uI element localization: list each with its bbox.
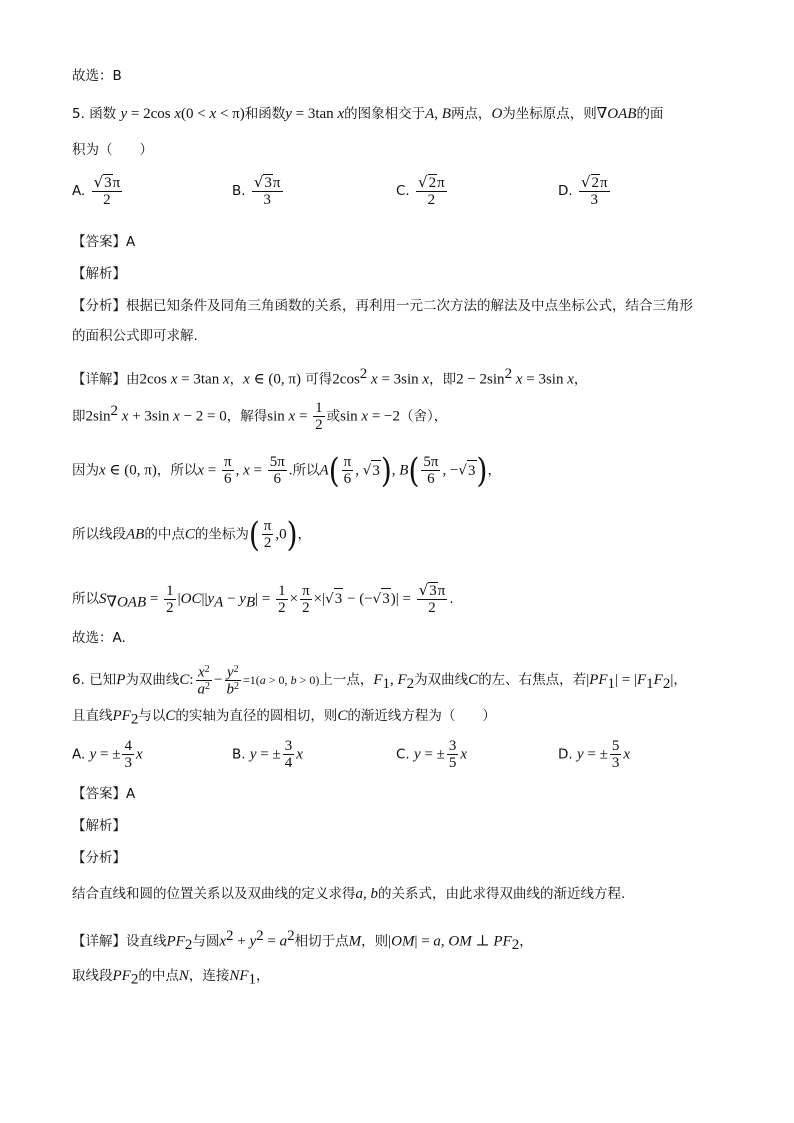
q5-option-c-value: $\frac{√2\pi}{2}$ — [418, 173, 445, 208]
q6-options — [72, 738, 722, 782]
q6-fenxi-line: 结合直线和圆的位置关系以及双曲线的定义求得a, b的关系式，由此求得双曲线的渐近线方程. — [72, 886, 626, 902]
q5-options — [72, 174, 722, 218]
q6-option-b[interactable]: B. y = ± $\frac{3}{4}$ x — [232, 738, 303, 771]
q5-stem-line-2: 积为（ ） — [72, 142, 153, 158]
q5-answer: 【答案】A — [72, 234, 136, 250]
q5-function-1: y — [120, 106, 128, 122]
q5-option-d-value: $\frac{√2\pi}{3}$ — [580, 173, 608, 208]
q5-analysis-heading: 【解析】 — [72, 266, 126, 282]
q5-detail-line-4: 所以线段AB的中点C的坐标为( $\frac{\pi}{2}$ ,0)， — [72, 514, 312, 554]
q5-option-c[interactable]: C. $\frac{√2\pi}{2}$ — [396, 173, 445, 208]
q5-option-b[interactable]: B. $\frac{√3\pi}{3}$ — [232, 173, 281, 208]
q6-fenxi-heading: 【分析】 — [72, 850, 126, 866]
q5-fenxi-line-1: 【分析】根据已知条件及同角三角函数的关系，再利用一元二次方法的解法及中点坐标公式，结合三角形 — [72, 298, 693, 314]
q5-detail-line-1: 【详解】由2cos x = 3tan x，x ∈ (0, π) 可得$2\cos^2$ x = 3sin x，即$2 - 2\sin^2$ x = 3sin x， — [72, 366, 588, 388]
q5-points: A, B — [425, 106, 451, 122]
q5-stem-line-1: 5. 函数 y = 2cos x(0 < x < π)和函数y = 3tan x的图象相交于A, B两点，O为坐标原点，则∇OAB的面 — [72, 106, 664, 122]
q6-option-a[interactable]: A. y = ± $\frac{4}{3}$ x — [72, 738, 143, 771]
q5-option-a-value: $\frac{√3\pi}{2}$ — [93, 173, 121, 208]
q5-option-a[interactable]: A. $\frac{√3\pi}{2}$ — [72, 173, 121, 208]
previous-answer: 故选：B — [72, 68, 122, 84]
q5-detail-line-2: 即$2\sin^2$ x + 3sin x − 2 = 0，解得sin x = $\frac{1}{2}$ 或sin x = −2（舍）， — [72, 400, 448, 433]
q5-option-b-value: $\frac{√3\pi}{3}$ — [253, 173, 281, 208]
q6-option-d[interactable]: D. y = ± $\frac{5}{3}$ x — [558, 738, 631, 771]
q5-fenxi-line-2: 的面积公式即可求解. — [72, 328, 198, 344]
q6-detail-line-1: 【详解】设直线$PF_2$与圆$x^2 + y^2 = a^2$相切于点M，则|OM| = a, OM ⊥ $PF_2$， — [72, 928, 533, 954]
q6-detail-line-2: 取线段$PF_2$的中点N，连接$NF_1$， — [72, 968, 270, 988]
q6-option-c[interactable]: C. y = ± $\frac{3}{5}$ x — [396, 738, 468, 771]
q6-answer: 【答案】A — [72, 786, 136, 802]
q5-detail-line-3: 因为x ∈ (0, π)，所以x = $\frac{\pi}{6}$ , x = $\frac{5\pi}{6}$ .所以A( $\frac{\pi}{6}$ , √3), B( $\frac{5\pi}{6}$ , −√3)， — [72, 450, 501, 490]
q6-analysis-heading: 【解析】 — [72, 818, 126, 834]
q5-detail-line-5: 所以$S_{\nabla OAB}$ = $\frac{1}{2}$ $|OC||y_A - y_B|$ = $\frac{1}{2}$ × $\frac{\pi}{2}$ ×|√3 − (−√3)| = $\frac{√3\pi}{2}$ . — [72, 581, 454, 616]
q6-stem-line-2: 且直线$PF_2$与以C的实轴为直径的圆相切，则C的渐近线方程为（ ） — [72, 708, 496, 728]
q5-conclusion: 故选：A. — [72, 630, 126, 646]
q5-option-d[interactable]: D. $\frac{√2\pi}{3}$ — [558, 173, 608, 208]
q6-stem-line-1: 6. 已知P为双曲线C: $\frac{x^2}{a^2}$ − $\frac{y^2}{b^2}$ =1(a > 0, b > 0)上一点，$F_1$, $F_2$为双曲线C的左、右焦点，若$|PF_1| = |F_1F_2|$， — [72, 664, 687, 698]
q5-function-2: y — [285, 106, 292, 122]
